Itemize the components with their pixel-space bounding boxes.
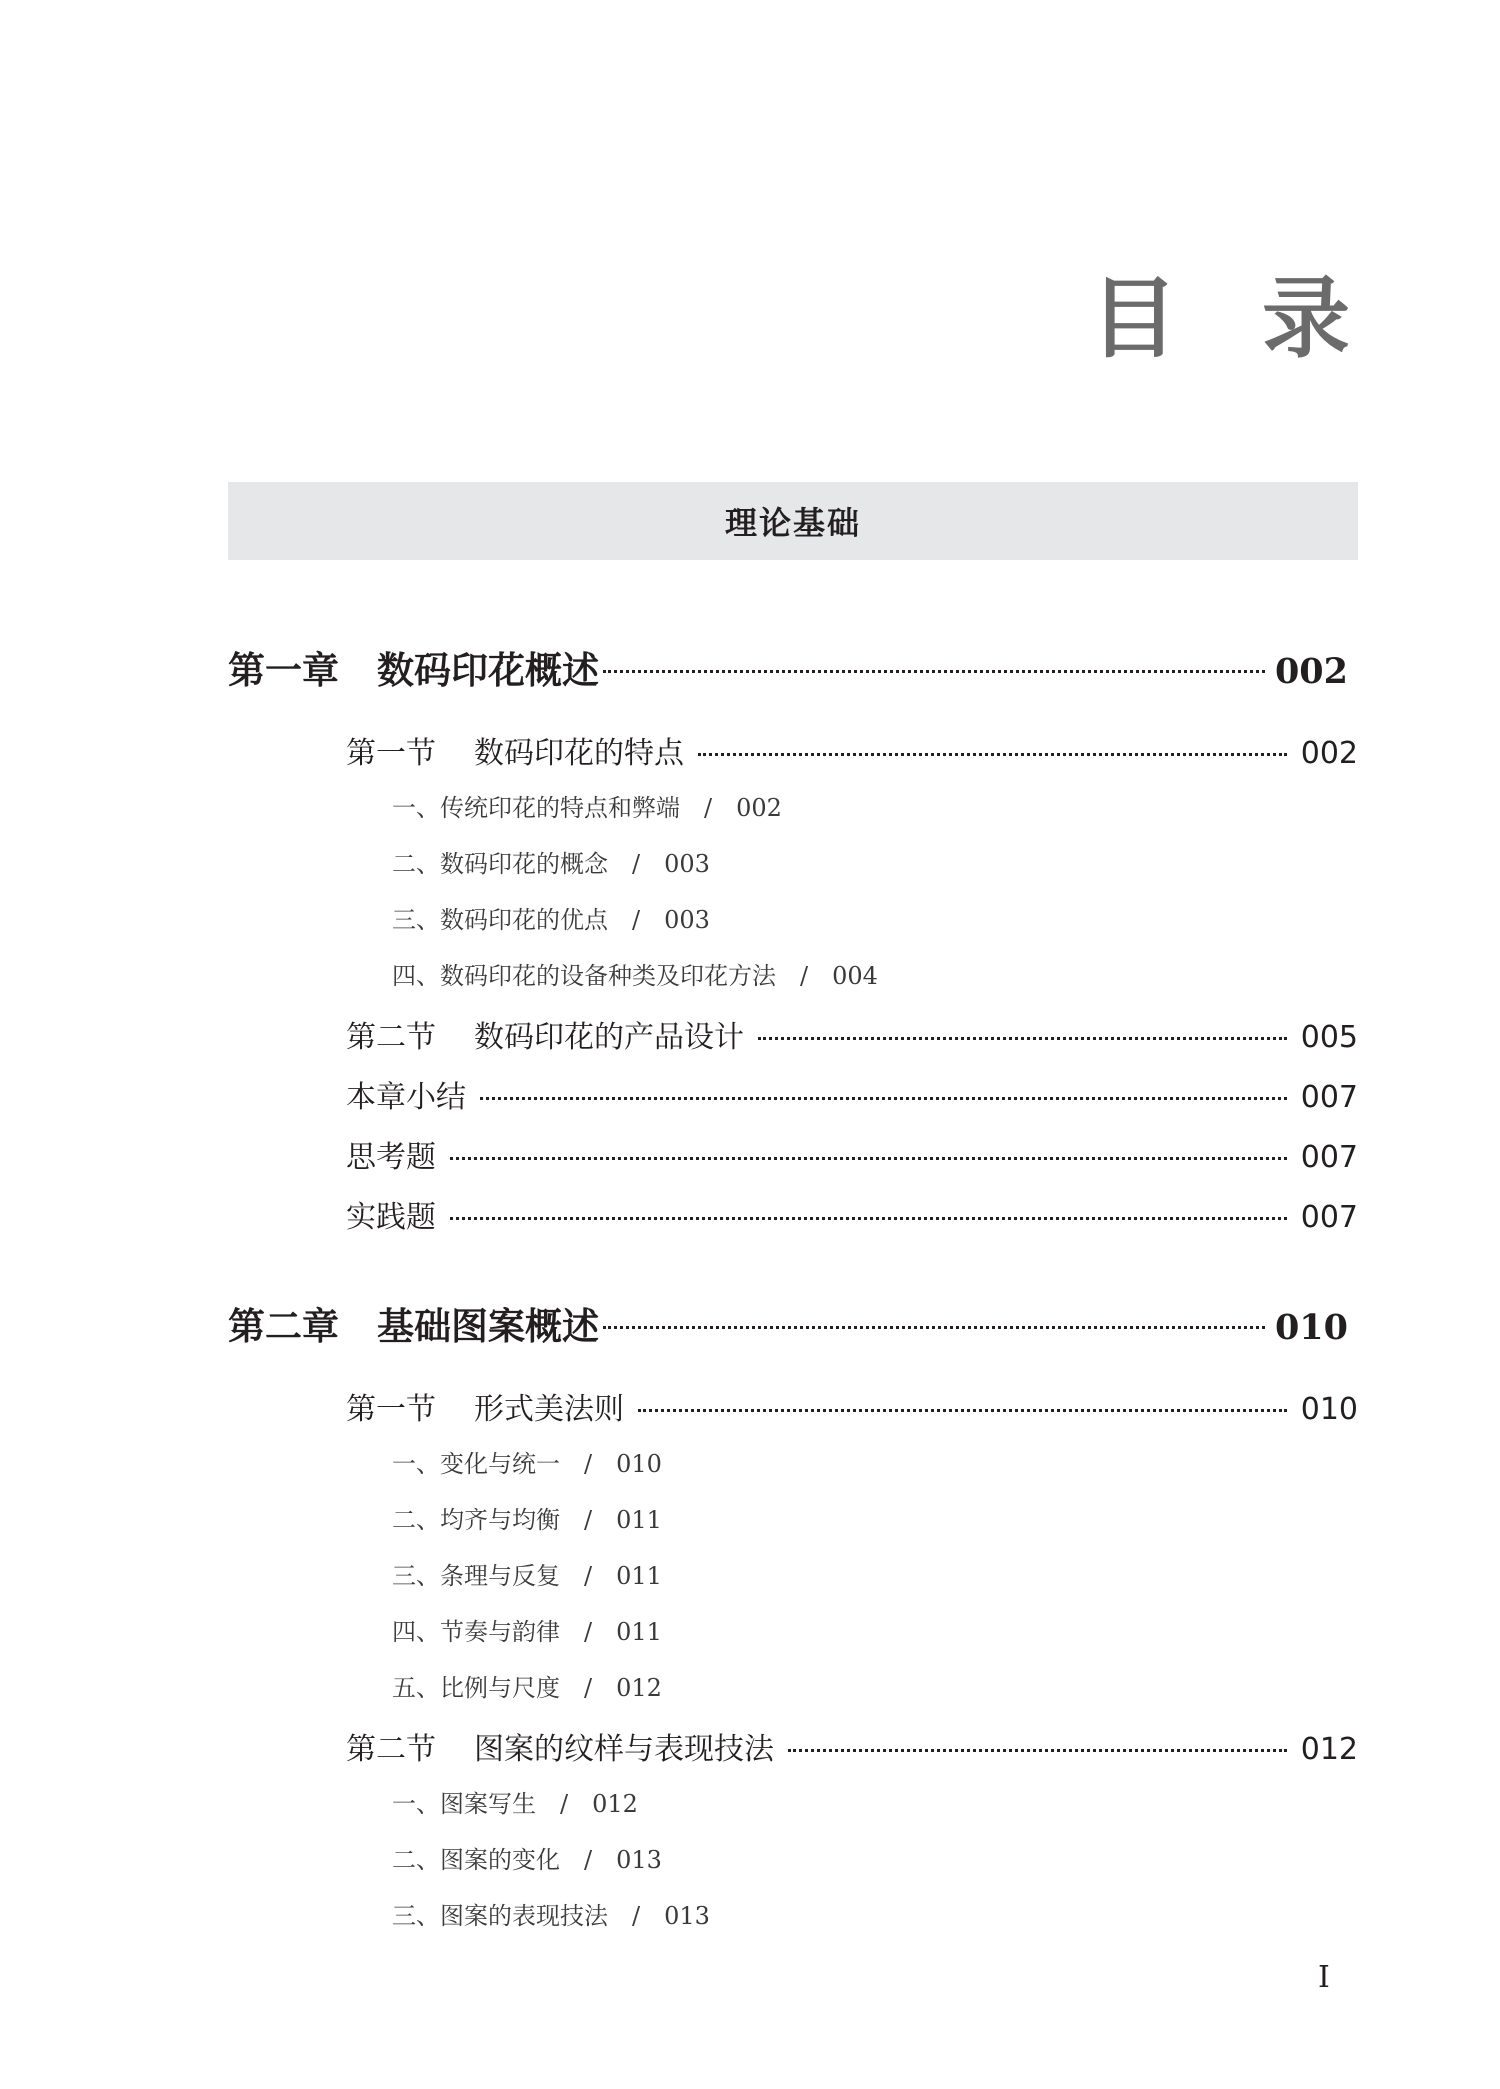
leader-dots — [450, 1217, 1287, 1220]
item-separator: / — [800, 962, 809, 990]
item-label: 一、图案写生 — [392, 1790, 536, 1818]
leader-dots — [450, 1157, 1287, 1160]
page-title — [1090, 267, 1350, 370]
item-label: 三、图案的表现技法 — [392, 1902, 608, 1930]
toc-item[interactable] — [392, 1784, 638, 1819]
item-page-number: 013 — [664, 1902, 710, 1930]
item-label: 二、均齐与均衡 — [392, 1506, 560, 1534]
toc-section-2-2[interactable] — [346, 1724, 1358, 1768]
toc-item[interactable] — [392, 1668, 662, 1703]
toc-item[interactable] — [392, 1556, 662, 1591]
item-page-number: 002 — [736, 794, 782, 822]
toc-item[interactable] — [392, 1840, 662, 1875]
section-label: 第二节 数码印花的产品设计 — [346, 1020, 744, 1055]
chapter-label: 第一章 数码印花概述 — [228, 648, 599, 692]
item-label: 三、条理与反复 — [392, 1562, 560, 1590]
toc-item[interactable] — [392, 956, 878, 991]
toc-item[interactable] — [392, 844, 710, 879]
toc-item[interactable] — [392, 1500, 662, 1535]
item-separator: / — [584, 1674, 593, 1702]
section-label: 本章小结 — [346, 1080, 466, 1115]
section-label: 第二节 图案的纹样与表现技法 — [346, 1732, 774, 1767]
item-page-number: 004 — [832, 962, 878, 990]
item-label: 四、节奏与韵律 — [392, 1618, 560, 1646]
item-page-number: 011 — [616, 1618, 662, 1646]
leader-dots — [788, 1749, 1287, 1752]
toc-section-2-1[interactable] — [346, 1384, 1358, 1428]
item-label: 三、数码印花的优点 — [392, 906, 608, 934]
title-char-2: 录 — [1261, 267, 1350, 370]
item-label: 五、比例与尺度 — [392, 1674, 560, 1702]
chapter-label: 第二章 基础图案概述 — [228, 1304, 599, 1348]
toc-section-1-1[interactable] — [346, 728, 1358, 772]
section-page-number: 002 — [1300, 736, 1358, 771]
item-separator: / — [584, 1846, 593, 1874]
item-separator: / — [584, 1506, 593, 1534]
section-label: 实践题 — [346, 1200, 436, 1235]
toc-item[interactable] — [392, 1612, 662, 1647]
leader-dots — [603, 670, 1265, 673]
item-separator: / — [632, 850, 641, 878]
section-page-number: 005 — [1300, 1020, 1358, 1055]
item-separator: / — [560, 1790, 569, 1818]
toc-chapter-1[interactable] — [228, 640, 1348, 694]
item-label: 四、数码印花的设备种类及印花方法 — [392, 962, 776, 990]
section-label: 第一节 数码印花的特点 — [346, 736, 684, 771]
item-page-number: 003 — [664, 906, 710, 934]
item-page-number: 013 — [616, 1846, 662, 1874]
leader-dots — [638, 1409, 1287, 1412]
item-separator: / — [584, 1618, 593, 1646]
item-separator: / — [584, 1450, 593, 1478]
item-separator: / — [704, 794, 713, 822]
toc-item[interactable] — [392, 788, 782, 823]
item-separator: / — [632, 1902, 641, 1930]
chapter-page-number: 010 — [1274, 1307, 1348, 1348]
item-label: 二、数码印花的概念 — [392, 850, 608, 878]
part-heading: 理论基础 — [724, 504, 861, 542]
section-page-number: 007 — [1300, 1140, 1358, 1175]
title-char-1: 目 — [1090, 267, 1179, 370]
toc-item[interactable] — [392, 1444, 662, 1479]
item-separator: / — [584, 1562, 593, 1590]
item-label: 二、图案的变化 — [392, 1846, 560, 1874]
leader-dots — [480, 1097, 1287, 1100]
item-label: 一、变化与统一 — [392, 1450, 560, 1478]
item-page-number: 003 — [664, 850, 710, 878]
section-page-number: 007 — [1300, 1200, 1358, 1235]
section-page-number: 007 — [1300, 1080, 1358, 1115]
toc-section-1-2[interactable] — [346, 1012, 1358, 1056]
leader-dots — [698, 753, 1287, 756]
part-heading-bar — [228, 482, 1358, 560]
toc-practice-questions[interactable] — [346, 1192, 1358, 1236]
item-page-number: 012 — [592, 1790, 638, 1818]
section-page-number: 010 — [1300, 1392, 1358, 1427]
section-label: 第一节 形式美法则 — [346, 1392, 624, 1427]
toc-chapter-summary[interactable] — [346, 1072, 1358, 1116]
item-separator: / — [632, 906, 641, 934]
item-page-number: 011 — [616, 1562, 662, 1590]
toc-item[interactable] — [392, 1896, 710, 1931]
item-page-number: 010 — [616, 1450, 662, 1478]
section-page-number: 012 — [1300, 1732, 1358, 1767]
item-page-number: 012 — [616, 1674, 662, 1702]
section-label: 思考题 — [346, 1140, 436, 1175]
toc-chapter-2[interactable] — [228, 1296, 1348, 1350]
leader-dots — [758, 1037, 1287, 1040]
item-label: 一、传统印花的特点和弊端 — [392, 794, 680, 822]
chapter-page-number: 002 — [1274, 651, 1348, 692]
toc-item[interactable] — [392, 900, 710, 935]
toc-think-questions[interactable] — [346, 1132, 1358, 1176]
item-page-number: 011 — [616, 1506, 662, 1534]
leader-dots — [603, 1326, 1265, 1329]
page-folio: I — [1318, 1960, 1330, 1995]
